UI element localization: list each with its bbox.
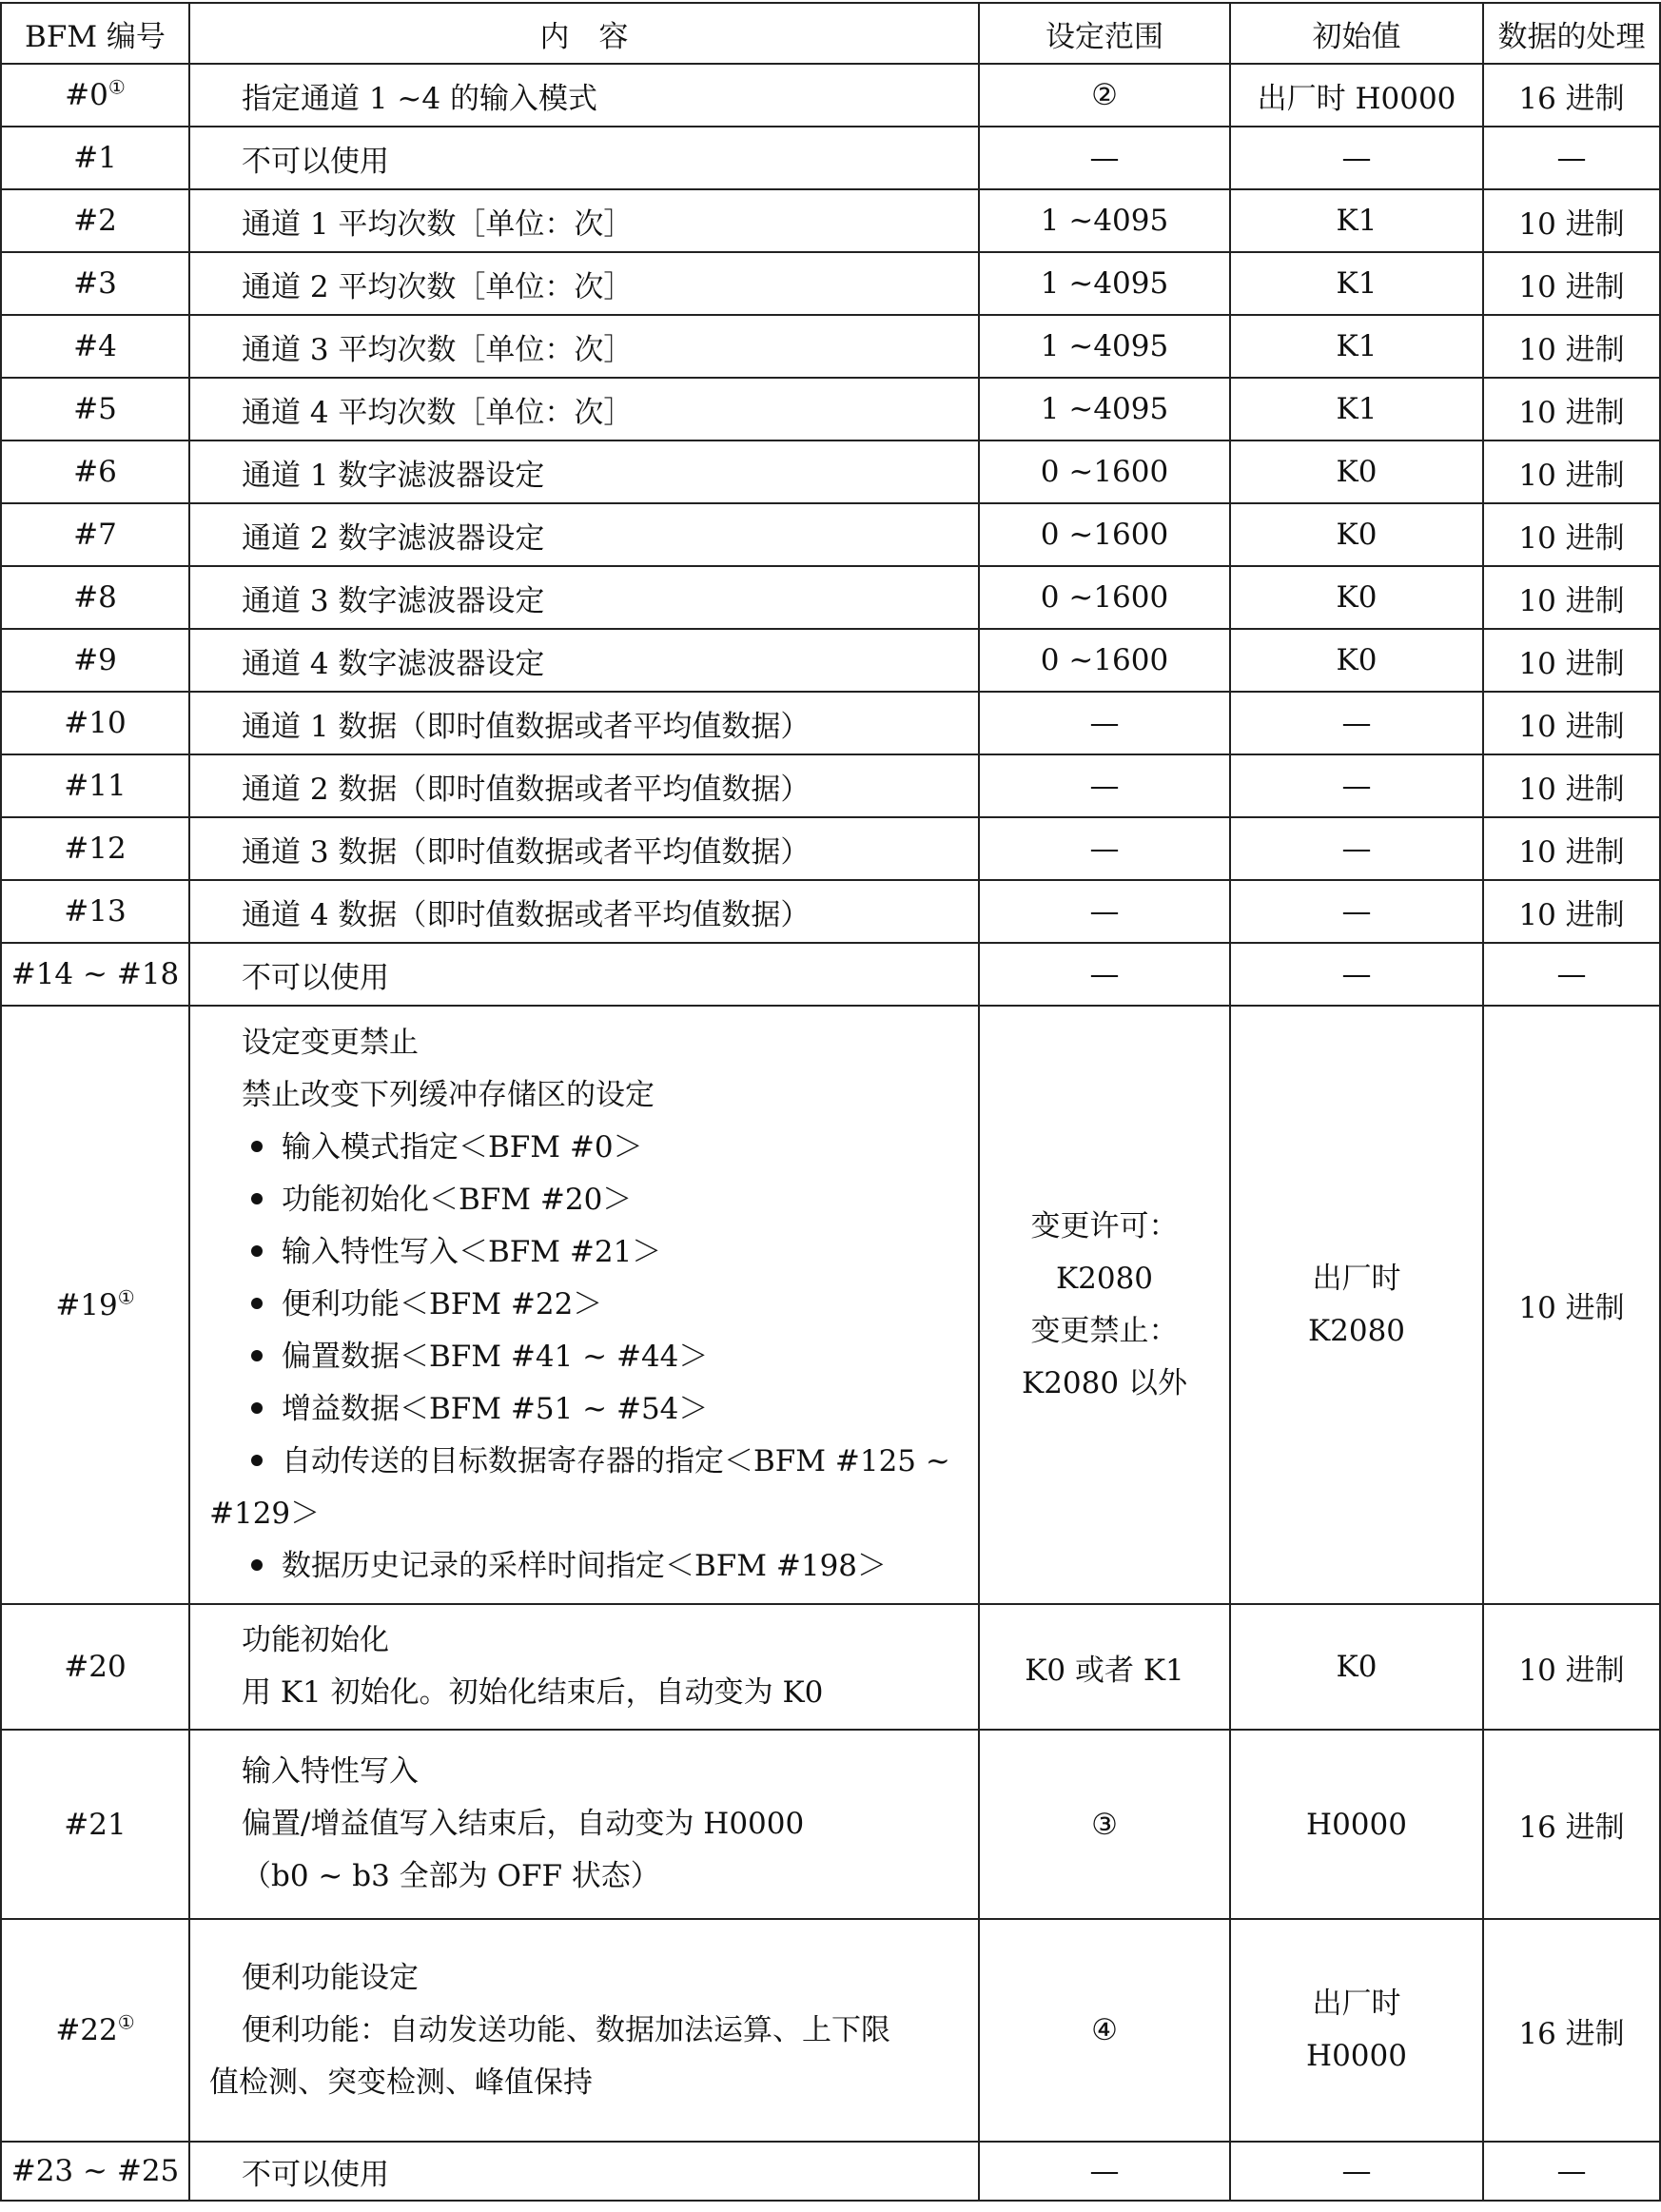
initial-cell: K0 [1230, 503, 1483, 566]
header-range: 设定范围 [979, 3, 1230, 64]
processing-cell: 16 进制 [1483, 64, 1660, 127]
initial-cell: — [1230, 880, 1483, 943]
content-cell: 通道 2 数据（即时值数据或者平均值数据） [189, 754, 979, 817]
bfm-cell: #12 [1, 817, 189, 880]
bfm-cell: #11 [1, 754, 189, 817]
table-row [1, 315, 1660, 378]
list-item: 输入特性写入＜BFM #21＞ [209, 1226, 978, 1279]
range-cell: 1 ~4095 [979, 189, 1230, 252]
range-cell: — [979, 943, 1230, 1006]
initial-cell: 出厂时 H0000 [1230, 1919, 1483, 2142]
initial-cell: — [1230, 692, 1483, 754]
header-row [1, 3, 1660, 64]
processing-cell: 10 进制 [1483, 440, 1660, 503]
content-cell: 通道 2 平均次数［单位：次］ [189, 252, 979, 315]
initial-cell: K0 [1230, 566, 1483, 629]
content-cell: 通道 1 平均次数［单位：次］ [189, 189, 979, 252]
circle-mark: ① [107, 75, 126, 99]
content-cell: 通道 1 数据（即时值数据或者平均值数据） [189, 692, 979, 754]
bfm-cell: #2 [1, 189, 189, 252]
bfm-cell: #23 ~ #25 [1, 2142, 189, 2201]
bfm-cell: #13 [1, 880, 189, 943]
content-cell: 通道 1 数字滤波器设定 [189, 440, 979, 503]
range-cell: ④ [979, 1919, 1230, 2142]
header-bfm-no: BFM 编号 [1, 3, 189, 64]
table-row [1, 189, 1660, 252]
bullet-icon [251, 1193, 263, 1204]
processing-cell: 10 进制 [1483, 692, 1660, 754]
table-row [1, 566, 1660, 629]
initial-cell: K0 [1230, 629, 1483, 692]
initial-cell: K1 [1230, 252, 1483, 315]
table-row [1, 503, 1660, 566]
processing-cell: 10 进制 [1483, 503, 1660, 566]
circle-mark: ① [117, 1285, 135, 1309]
processing-cell: — [1483, 2142, 1660, 2201]
range-cell: 0 ~1600 [979, 503, 1230, 566]
range-cell: — [979, 2142, 1230, 2201]
processing-cell: 10 进制 [1483, 1006, 1660, 1604]
content-line: 设定变更禁止 [242, 1026, 419, 1060]
bfm-cell: #8 [1, 566, 189, 629]
content-cell: 通道 3 平均次数［单位：次］ [189, 315, 979, 378]
table-row [1, 754, 1660, 817]
processing-cell: 10 进制 [1483, 629, 1660, 692]
table-row [1, 378, 1660, 440]
table-row [1, 943, 1660, 1006]
bfm-cell: #4 [1, 315, 189, 378]
processing-cell: 10 进制 [1483, 315, 1660, 378]
initial-cell: — [1230, 817, 1483, 880]
table-row [1, 127, 1660, 189]
table-row [1, 64, 1660, 127]
range-cell: 变更许可： K2080 变更禁止： K2080 以外 [979, 1006, 1230, 1604]
bfm-cell: #3 [1, 252, 189, 315]
content-cell: 通道 3 数据（即时值数据或者平均值数据） [189, 817, 979, 880]
bfm-cell: #22① [1, 1919, 189, 2142]
initial-cell: — [1230, 127, 1483, 189]
list-item: 功能初始化＜BFM #20＞ [209, 1174, 978, 1226]
content-cell: 不可以使用 [189, 127, 979, 189]
bfm-cell: #0① [1, 64, 189, 127]
range-cell: ③ [979, 1730, 1230, 1919]
bullet-icon [251, 1455, 263, 1466]
bfm-cell: #10 [1, 692, 189, 754]
range-cell: K0 或者 K1 [979, 1604, 1230, 1730]
bullet-icon [251, 1298, 263, 1309]
header-content: 内 容 [189, 3, 979, 64]
bfm-cell: #21 [1, 1730, 189, 1919]
range-cell: 1 ~4095 [979, 315, 1230, 378]
table-row [1, 440, 1660, 503]
circle-mark: ① [117, 2010, 135, 2034]
table-row [1, 629, 1660, 692]
content-cell: 通道 4 平均次数［单位：次］ [189, 378, 979, 440]
table-body [1, 64, 1660, 2201]
table-row [1, 880, 1660, 943]
bfm-cell: #6 [1, 440, 189, 503]
range-cell: 0 ~1600 [979, 629, 1230, 692]
list-item-wrap: #129＞ [209, 1497, 321, 1531]
bfm-cell: #7 [1, 503, 189, 566]
range-cell: ② [979, 64, 1230, 127]
bullet-icon [251, 1245, 263, 1257]
table-row-20 [1, 1604, 1660, 1730]
content-cell: 通道 3 数字滤波器设定 [189, 566, 979, 629]
processing-cell: 10 进制 [1483, 754, 1660, 817]
bfm-cell: #1 [1, 127, 189, 189]
content-cell: 便利功能设定 便利功能：自动发送功能、数据加法运算、上下限 值检测、突变检测、峰值保持 [189, 1919, 979, 2142]
content-cell: 不可以使用 [189, 943, 979, 1006]
bfm-cell: #5 [1, 378, 189, 440]
bfm-cell: #19① [1, 1006, 189, 1604]
initial-cell: — [1230, 754, 1483, 817]
bfm-cell: #20 [1, 1604, 189, 1730]
bfm-cell: #14 ~ #18 [1, 943, 189, 1006]
initial-cell: 出厂时 H0000 [1230, 64, 1483, 127]
content-cell [189, 1006, 979, 1604]
list-item: 数据历史记录的采样时间指定＜BFM #198＞ [209, 1540, 978, 1593]
range-cell: 0 ~1600 [979, 440, 1230, 503]
content-cell: 指定通道 1 ~4 的输入模式 [189, 64, 979, 127]
processing-cell: 10 进制 [1483, 252, 1660, 315]
list-item: 自动传送的目标数据寄存器的指定＜BFM #125 ~ [209, 1436, 978, 1488]
list-item: 偏置数据＜BFM #41 ~ #44＞ [209, 1331, 978, 1383]
content-cell: 输入特性写入 偏置/增益值写入结束后，自动变为 H0000 （b0 ~ b3 全部为 OFF 状态） [189, 1730, 979, 1919]
processing-cell: 10 进制 [1483, 378, 1660, 440]
table-row-23 [1, 2142, 1660, 2201]
content-line: 禁止改变下列缓冲存储区的设定 [242, 1078, 655, 1112]
initial-cell: — [1230, 2142, 1483, 2201]
content-cell: 通道 4 数据（即时值数据或者平均值数据） [189, 880, 979, 943]
content-cell: 通道 4 数字滤波器设定 [189, 629, 979, 692]
bullet-icon [251, 1141, 263, 1152]
initial-cell: K0 [1230, 440, 1483, 503]
initial-cell: 出厂时 K2080 [1230, 1006, 1483, 1604]
table-row [1, 692, 1660, 754]
list-item: 输入模式指定＜BFM #0＞ [209, 1122, 978, 1174]
range-cell: — [979, 880, 1230, 943]
processing-cell: — [1483, 127, 1660, 189]
range-cell: 1 ~4095 [979, 378, 1230, 440]
table-row-19 [1, 1006, 1660, 1604]
table-row [1, 252, 1660, 315]
range-cell: 0 ~1600 [979, 566, 1230, 629]
initial-cell: K0 [1230, 1604, 1483, 1730]
processing-cell: 10 进制 [1483, 817, 1660, 880]
bullet-icon [251, 1402, 263, 1414]
content-cell: 通道 2 数字滤波器设定 [189, 503, 979, 566]
range-cell: 1 ~4095 [979, 252, 1230, 315]
header-processing: 数据的处理 [1483, 3, 1660, 64]
header-initial: 初始值 [1230, 3, 1483, 64]
initial-cell: K1 [1230, 378, 1483, 440]
processing-cell: 10 进制 [1483, 880, 1660, 943]
bfm-table [0, 2, 1661, 2202]
content-cell: 功能初始化 用 K1 初始化。初始化结束后，自动变为 K0 [189, 1604, 979, 1730]
bfm-cell: #9 [1, 629, 189, 692]
range-cell: — [979, 692, 1230, 754]
bullet-icon [251, 1350, 263, 1361]
processing-cell: 10 进制 [1483, 566, 1660, 629]
table-row-21 [1, 1730, 1660, 1919]
initial-cell: K1 [1230, 315, 1483, 378]
range-cell: — [979, 817, 1230, 880]
processing-cell: 16 进制 [1483, 1730, 1660, 1919]
processing-cell: — [1483, 943, 1660, 1006]
initial-cell: K1 [1230, 189, 1483, 252]
processing-cell: 10 进制 [1483, 1604, 1660, 1730]
table-row [1, 817, 1660, 880]
initial-cell: — [1230, 943, 1483, 1006]
list-item: 便利功能＜BFM #22＞ [209, 1279, 978, 1331]
content-cell: 不可以使用 [189, 2142, 979, 2201]
initial-cell: H0000 [1230, 1730, 1483, 1919]
processing-cell: 10 进制 [1483, 189, 1660, 252]
bullet-icon [251, 1559, 263, 1571]
processing-cell: 16 进制 [1483, 1919, 1660, 2142]
list-item: 增益数据＜BFM #51 ~ #54＞ [209, 1383, 978, 1436]
range-cell: — [979, 127, 1230, 189]
table-row-22 [1, 1919, 1660, 2142]
range-cell: — [979, 754, 1230, 817]
